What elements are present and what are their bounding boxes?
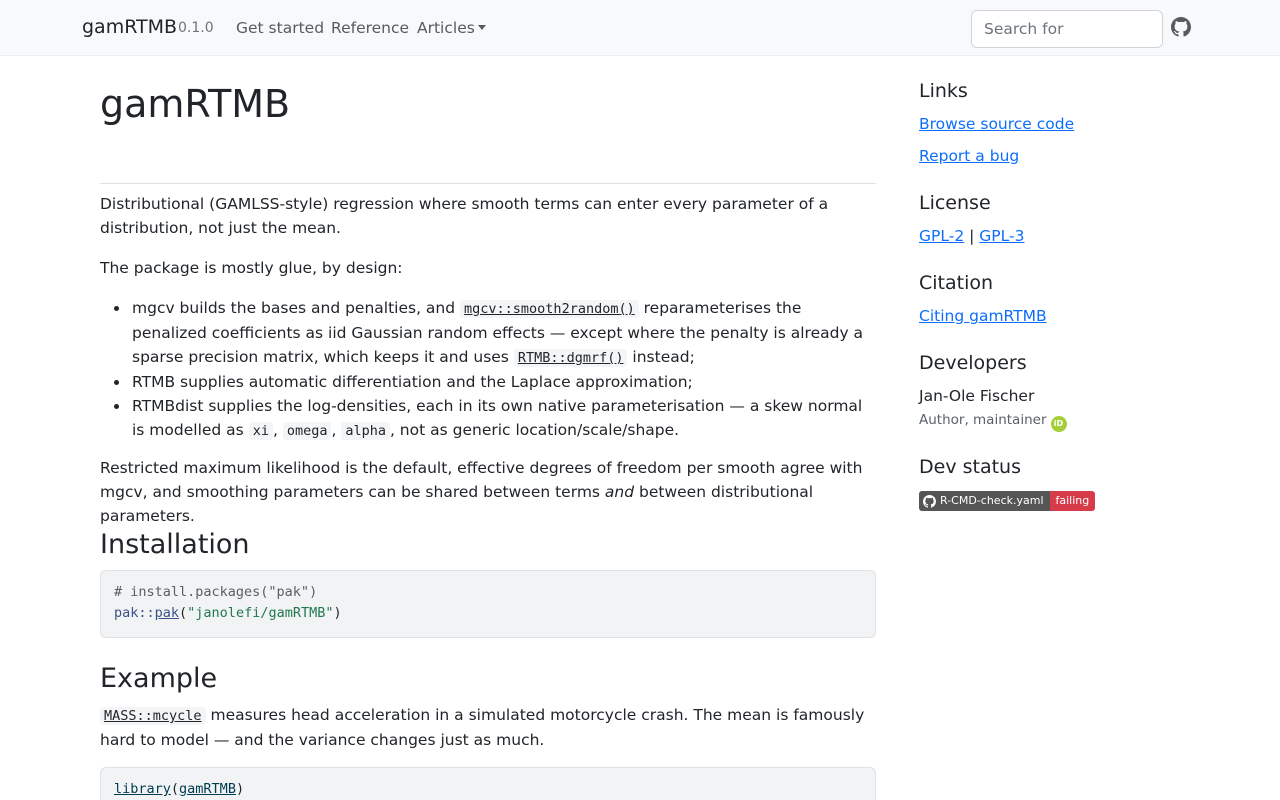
nav-articles-dropdown[interactable]	[417, 16, 486, 40]
code-comment: # install.packages("pak")	[114, 584, 318, 600]
badge-status: failing	[1050, 491, 1096, 511]
code-string: "janolefi/gamRTMB"	[187, 605, 334, 621]
code-paren: (	[179, 605, 188, 621]
gamrtmb-link[interactable]: gamRTMB	[179, 781, 236, 797]
dgmrf-link[interactable]: RTMB::dgmrf()	[514, 349, 628, 367]
mcycle-link[interactable]: MASS::mcycle	[100, 707, 206, 725]
page-title: gamRTMB	[100, 82, 291, 126]
github-icon[interactable]	[1171, 17, 1191, 37]
code-namespace: pak::	[114, 605, 155, 621]
pak-function-link[interactable]: pak	[154, 605, 180, 621]
smooth2random-link[interactable]: mgcv::smooth2random()	[460, 300, 639, 318]
list-item-text: ,	[331, 421, 342, 439]
developers-heading: Developers	[919, 352, 1027, 374]
list-item-text: reparameterises the penalized coefficients as iid Gaussian random effects — except where the penalty is already a sparse precision matrix, which keeps it and uses	[132, 299, 864, 366]
code-line	[114, 603, 862, 624]
installation-heading: Installation	[100, 529, 250, 560]
version-badge: 0.1.0	[178, 20, 214, 36]
links-heading: Links	[919, 80, 968, 102]
code-paren: )	[333, 605, 342, 621]
badge-label	[919, 491, 1050, 511]
code-paren: (	[170, 781, 180, 797]
reml-paragraph	[100, 456, 876, 528]
example-paragraph	[100, 703, 876, 752]
nav-articles-label: Articles	[417, 19, 475, 37]
dev-status-heading: Dev status	[919, 456, 1021, 478]
list-item-text: , not as generic location/scale/shape.	[389, 421, 680, 439]
reml-text-end: between distributional parameters.	[100, 483, 814, 525]
list-item	[100, 296, 876, 370]
example-heading: Example	[100, 663, 218, 694]
intro-paragraph: Distributional (GAMLSS-style) regression where smooth terms can enter every parameter of a distribution, not just the mean.	[100, 195, 829, 237]
developer-role: Author, maintainer	[919, 412, 1047, 428]
license-heading: License	[919, 192, 991, 214]
gpl2-link[interactable]: GPL-2	[919, 227, 965, 245]
developer-name: Jan-Ole Fischer	[919, 387, 1035, 405]
list-item	[100, 394, 876, 443]
code-xi: xi	[249, 422, 273, 440]
report-bug-link[interactable]: Report a bug	[919, 147, 1020, 165]
code-alpha: alpha	[341, 422, 390, 440]
gpl3-link[interactable]: GPL-3	[979, 227, 1025, 245]
reml-emphasis: and	[604, 483, 635, 501]
nav-get-started[interactable]: Get started	[236, 19, 325, 37]
title-divider	[100, 183, 876, 184]
design-list	[100, 296, 876, 443]
badge-label-text: R-CMD-check.yaml	[940, 494, 1044, 507]
code-paren: )	[235, 781, 245, 797]
reml-text: Restricted maximum likelihood is the default, effective degrees of freedom per smooth agree with mgcv, and smoothing parameters can be shared between terms	[100, 459, 863, 501]
glue-paragraph: The package is mostly glue, by design:	[100, 259, 403, 277]
browse-source-link[interactable]: Browse source code	[919, 115, 1075, 133]
code-omega: omega	[283, 422, 332, 440]
license-separator: |	[964, 227, 980, 245]
r-cmd-check-badge[interactable]	[919, 491, 1095, 511]
navbar	[0, 0, 1280, 56]
citation-heading: Citation	[919, 272, 994, 294]
license-links	[919, 224, 1024, 248]
list-item-text: ,	[272, 421, 283, 439]
list-item-text: mgcv builds the bases and penalties, and	[132, 299, 461, 317]
search-input[interactable]	[971, 10, 1163, 48]
list-item: RTMB supplies automatic differentiation and the Laplace approximation;	[100, 370, 876, 394]
list-item-text: RTMBdist supplies the log-densities, each in its own native parameterisation — a skew normal is modelled as	[132, 397, 863, 439]
code-line	[114, 779, 862, 800]
citing-link[interactable]: Citing gamRTMB	[919, 307, 1047, 325]
github-icon	[923, 495, 936, 508]
library-function-link[interactable]: library	[114, 781, 171, 797]
nav-reference[interactable]: Reference	[331, 19, 410, 37]
orcid-icon[interactable]: iD	[1051, 416, 1067, 432]
installation-code-block	[100, 570, 876, 638]
developer-role-line	[919, 410, 1067, 432]
brand-link[interactable]: gamRTMB	[82, 16, 178, 38]
example-text: measures head acceleration in a simulated motorcycle crash. The mean is famously hard to model — and the variance changes just as much.	[100, 706, 865, 749]
list-item-text: instead;	[627, 348, 695, 366]
example-code-block	[100, 767, 876, 800]
chevron-down-icon	[478, 25, 486, 30]
